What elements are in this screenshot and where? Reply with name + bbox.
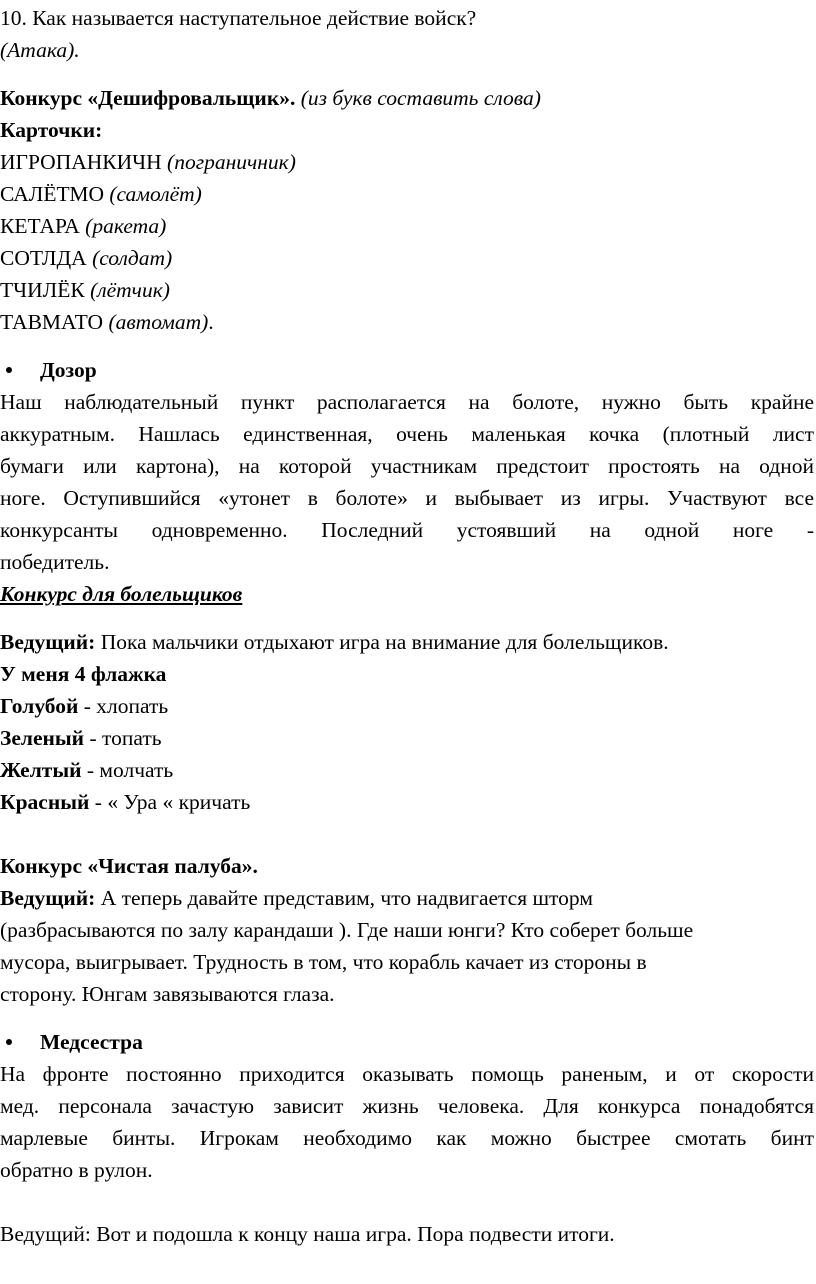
flag-item: Зеленый - топать: [0, 726, 162, 750]
deck-line: (разбрасываются по залу карандаши ). Где наши юнги? Кто соберет больше: [0, 918, 694, 942]
card-item: ИГРОПАНКИЧН (пограничник): [0, 150, 296, 174]
deck-line: Ведущий: А теперь давайте представим, что надвигается шторм: [0, 886, 593, 910]
nurse-line: обратно в рулон.: [0, 1158, 153, 1182]
card-item: ТАВМАТО (автомат).: [0, 310, 214, 334]
fans-title: Конкурс для болельщиков: [0, 582, 243, 606]
patrol-line: победитель.: [0, 550, 110, 574]
question-10-answer: (Атака).: [0, 38, 80, 62]
ending-line: Ведущий: Вот и подошла к концу наша игра. Пора подвести итоги.: [0, 1222, 615, 1246]
patrol-line: аккуратным. Нашлась единственная, очень маленькая кочка (плотный лист: [0, 422, 814, 446]
bullet-icon: [6, 367, 12, 373]
deck-line: сторону. Юнгам завязываются глаза.: [0, 982, 335, 1006]
decoder-title: Конкурс «Дешифровальщик».: [0, 86, 296, 110]
card-item: КЕТАРА (ракета): [0, 214, 167, 238]
patrol-heading: Дозор: [0, 354, 814, 386]
patrol-line: бумаги или картона), на которой участникам предстоит простоять на одной: [0, 454, 814, 478]
card-item: ТЧИЛЁК (лётчик): [0, 278, 170, 302]
bullet-icon: [6, 1039, 12, 1045]
flag-item: Красный - « Ура « кричать: [0, 790, 251, 814]
deck-line: мусора, выигрывает. Трудность в том, что корабль качает из стороны в: [0, 950, 647, 974]
question-10: 10. Как называется наступательное действие войск?: [0, 6, 477, 30]
document-page: [0, 2, 814, 1250]
patrol-line: ноге. Оступившийся «утонет в болоте» и выбывает из игры. Участвуют все: [0, 486, 814, 510]
deck-title: Конкурс «Чистая палуба».: [0, 854, 258, 878]
flag-item: Голубой - хлопать: [0, 694, 169, 718]
nurse-line: марлевые бинты. Игрокам необходимо как можно быстрее смотать бинт: [0, 1126, 814, 1150]
patrol-line: Наш наблюдательный пункт располагается на болоте, нужно быть крайне: [0, 390, 814, 414]
patrol-line: конкурсанты одновременно. Последний устоявший на одной ноге -: [0, 518, 814, 542]
decoder-heading: [0, 82, 814, 114]
nurse-line: мед. персонала зачастую зависит жизнь человека. Для конкурса понадобятся: [0, 1094, 814, 1118]
card-item: САЛЁТМО (самолёт): [0, 182, 202, 206]
nurse-heading: Медсестра: [0, 1026, 814, 1058]
flag-item: Желтый - молчать: [0, 758, 174, 782]
fans-host: Ведущий: Пока мальчики отдыхают игра на внимание для болельщиков.: [0, 630, 669, 654]
cards-label: Карточки:: [0, 118, 103, 142]
nurse-line: На фронте постоянно приходится оказывать помощь раненым, и от скорости: [0, 1062, 814, 1086]
decoder-note: (из букв составить слова): [300, 86, 541, 110]
card-item: СОТЛДА (солдат): [0, 246, 173, 270]
flags-title: У меня 4 флажка: [0, 662, 167, 686]
